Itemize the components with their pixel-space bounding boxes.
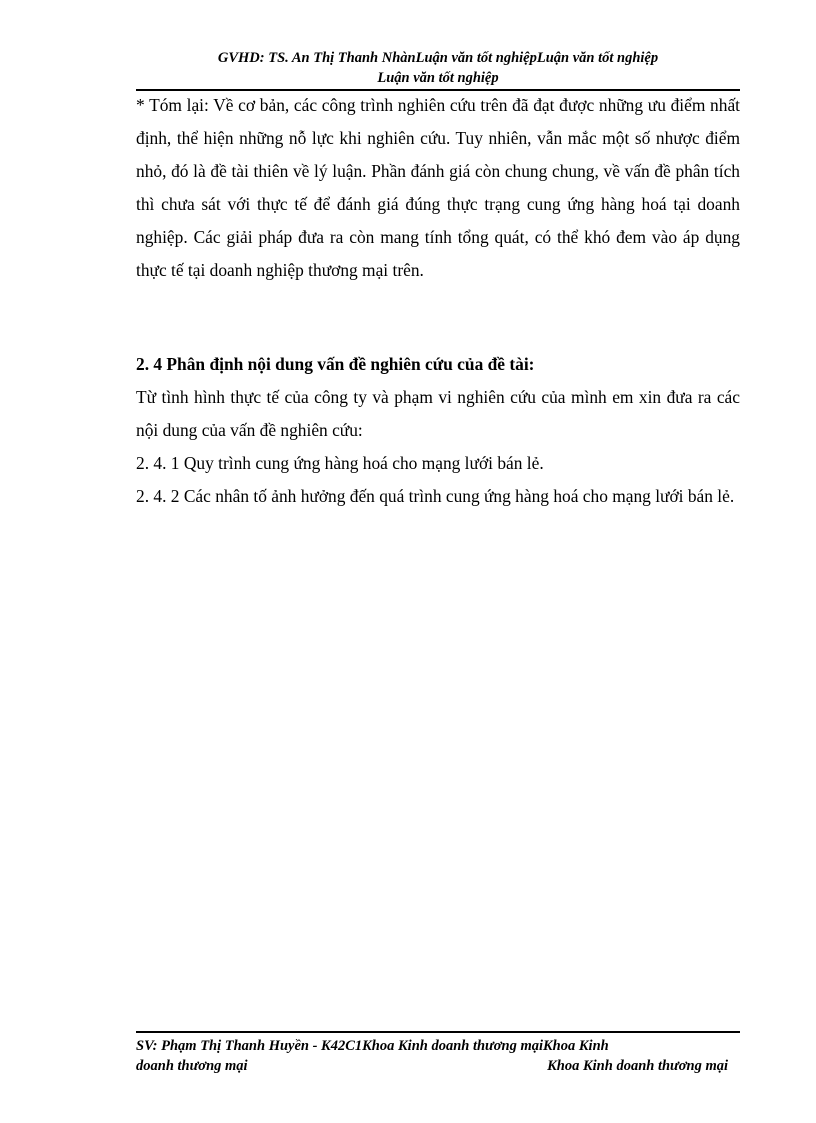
summary-block: [136, 89, 740, 287]
header-line-1: GVHD: TS. An Thị Thanh NhànLuận văn tốt nghiệpLuận văn tốt nghiệp: [217, 50, 659, 66]
page-footer: [136, 1036, 728, 1076]
header-line-2: Luận văn tốt nghiệp: [377, 70, 499, 86]
footer-divider: [136, 1031, 740, 1033]
footer-line-1: SV: Phạm Thị Thanh Huyền - K42C1Khoa Kinh doanh thương mạiKhoa Kinh: [136, 1038, 609, 1054]
section-2-4: [136, 348, 740, 513]
page-header: [136, 48, 740, 88]
section-item-2: 2. 4. 2 Các nhân tố ảnh hưởng đến quá trình cung ứng hàng hoá cho mạng lưới bán lẻ.: [136, 486, 735, 506]
section-intro: Từ tình hình thực tế của công ty và phạm vi nghiên cứu của mình em xin đưa ra các nội dung của vấn đề nghiên cứu:: [136, 387, 740, 440]
footer-line-2: [136, 1056, 728, 1076]
summary-paragraph: * Tóm lại: Về cơ bản, các công trình nghiên cứu trên đã đạt được những ưu điểm nhất định, thể hiện những nỗ lực khi nghiên cứu. Tuy nhiên, vẫn mắc một số nhược điểm nhỏ, đó là đề tài thiên về lý luận. Phần đánh giá còn chung chung, về vấn đề phân tích thì chưa sát với thực tế để đánh giá đúng thực trạng cung ứng hàng hoá tại doanh nghiệp. Các giải pháp đưa ra còn mang tính tổng quát, có thể khó đem vào áp dụng thực tế tại doanh nghiệp thương mại trên.: [136, 95, 740, 280]
footer-left-text: doanh thương mại: [136, 1058, 248, 1074]
section-heading: 2. 4 Phân định nội dung vấn đề nghiên cứu của đề tài:: [136, 354, 535, 374]
footer-right-text: Khoa Kinh doanh thương mại: [547, 1058, 728, 1074]
section-item-1: 2. 4. 1 Quy trình cung ứng hàng hoá cho mạng lưới bán lẻ.: [136, 453, 544, 473]
